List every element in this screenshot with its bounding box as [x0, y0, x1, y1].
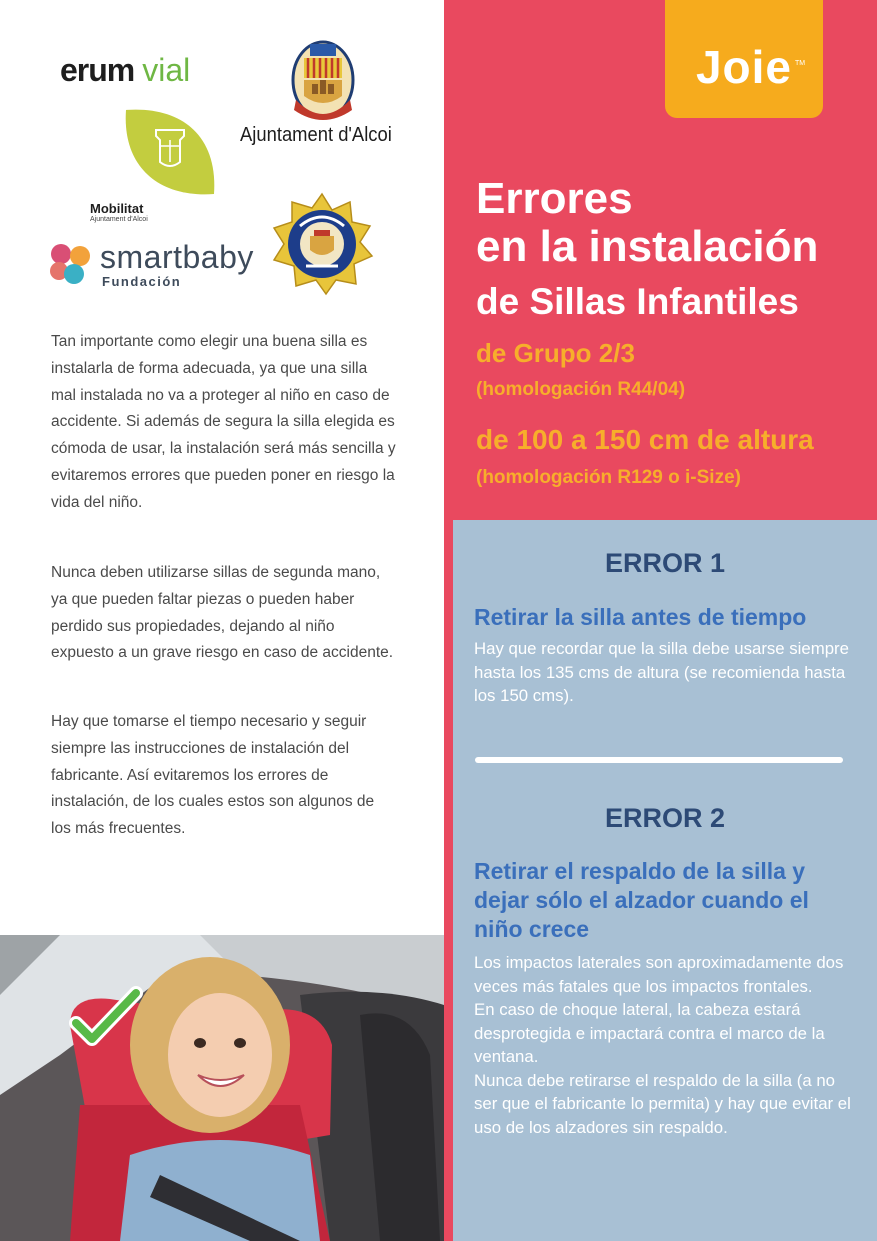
- section-divider: [475, 757, 843, 763]
- smartbaby-name: smartbaby: [100, 239, 254, 275]
- error-2-heading: ERROR 2: [604, 803, 726, 833]
- intro-paragraph-2: Nunca deben utilizarse sillas de segunda mano, ya que pueden faltar piezas o pueden haber perdido sus propiedades, dejando al niño expuesto a un grave riesgo en caso de accidente.: [51, 564, 394, 662]
- intro-paragraph-1: Tan importante como elegir una buena silla es instalarla de forma adecuada, ya que una silla mal instalada no va a proteger al niño en caso de accidente. Si además de segura la silla elegida es cómoda de usar, la instalación será más sencilla y evitaremos errores que pueden poner en riesgo la vida del niño.: [51, 333, 396, 511]
- smartbaby-heart-icon: [46, 240, 96, 290]
- joie-logo-text: Joie: [695, 41, 793, 93]
- vial-logo-text: vial: [142, 52, 191, 88]
- intro-paragraph-3: Hay que tomarse el tiempo necesario y seguir siempre las instrucciones de instalación del fabricante. Así evitaremos los errores de instalación, de los cuales estos son algunos de los más frecuentes.: [51, 713, 375, 838]
- error-1-heading: ERROR 1: [604, 548, 726, 578]
- title-line-2: en la instalación: [476, 222, 819, 271]
- joie-trademark: TM: [795, 60, 806, 67]
- mobilitat-title: Mobilitat: [90, 201, 144, 216]
- ajuntament-logo-text: Ajuntament d'Alcoi: [240, 124, 392, 146]
- erum-logo-text: erum: [60, 52, 135, 88]
- policia-local-badge-icon: [270, 192, 374, 296]
- joie-logo: [665, 0, 823, 118]
- panel-edge: [444, 520, 453, 1241]
- mobilitat-logo: [90, 201, 148, 224]
- mobilitat-leaf-logo: [122, 106, 218, 198]
- alcoi-crest-icon: [290, 40, 356, 126]
- error-1-body: Hay que recordar que la silla debe usarse siempre hasta los 135 cms de altura (se recomienda hasta los 150 cms).: [474, 639, 849, 705]
- mobilitat-subtitle: Ajuntament d'Alcoi: [90, 216, 148, 223]
- smartbaby-fundacion: Fundación: [102, 274, 182, 289]
- error-2-body: Los impactos laterales son aproximadamente dos veces más fatales que los impactos frontales. En caso de choque lateral, la cabeza estará desprotegida e impactará contra el marco de la ventana. Nunca debe retirarse el respaldo de la silla (a no ser que el fabricante lo permita) y hay que evitar el uso de los alzadores sin respaldo.: [474, 953, 851, 1137]
- error-1-title: Retirar la silla antes de tiempo: [474, 604, 807, 630]
- height-label: de 100 a 150 cm de altura: [476, 424, 814, 455]
- group-homologation: (homologación R44/04): [476, 379, 686, 400]
- child-in-car-seat-photo: [0, 935, 444, 1241]
- title-line-1: Errores: [476, 174, 633, 223]
- group-label: de Grupo 2/3: [476, 338, 635, 368]
- title-line-3: de Sillas Infantiles: [476, 281, 799, 322]
- height-homologation: (homologación R129 o i-Size): [476, 467, 741, 488]
- erum-vial-logo: [60, 52, 190, 88]
- smartbaby-logo: [100, 240, 254, 289]
- error-2-title: Retirar el respaldo de la silla y dejar sólo el alzador cuando el niño crece: [474, 858, 809, 942]
